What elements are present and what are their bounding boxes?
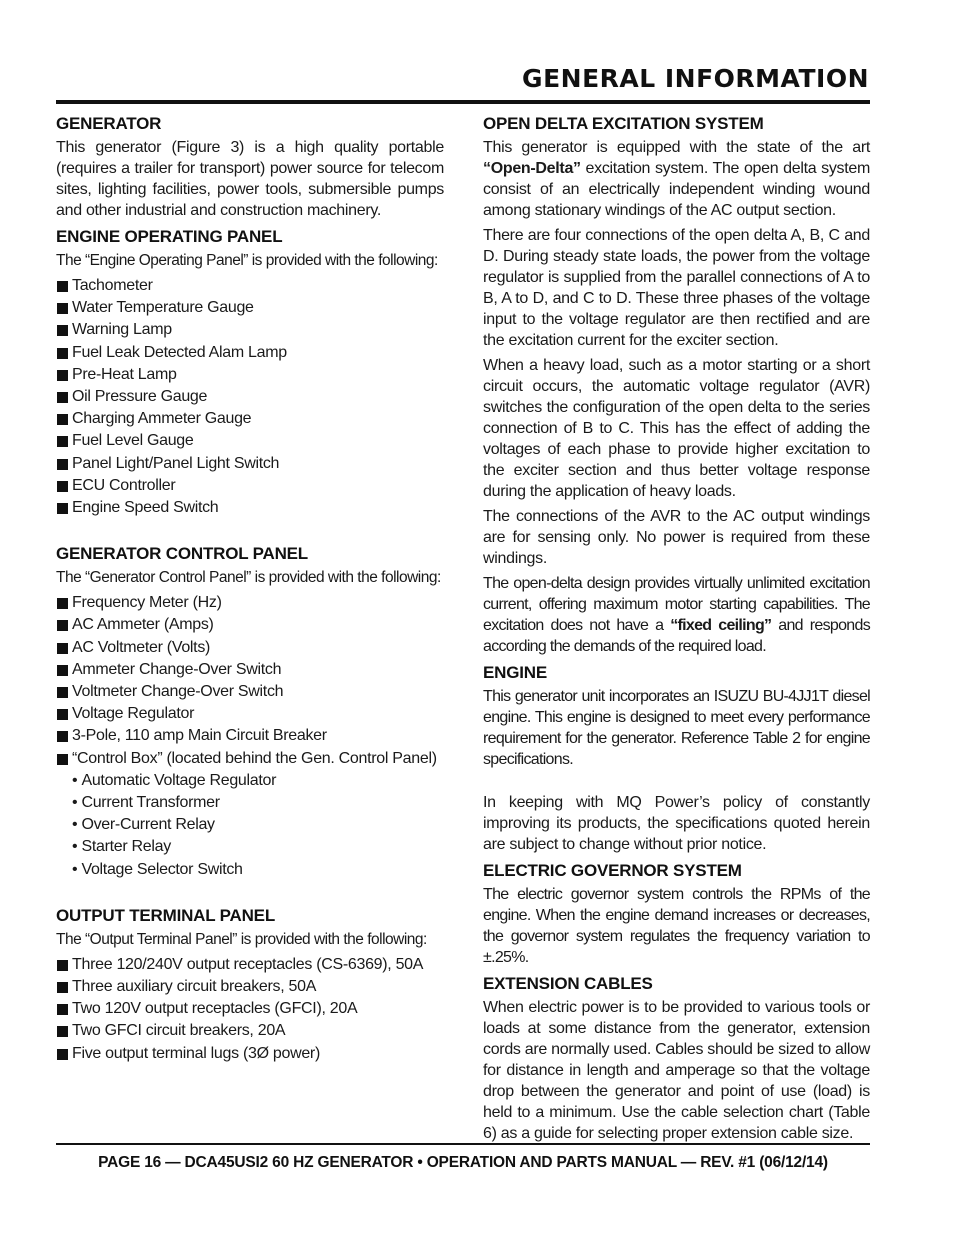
engine-panel-heading: ENGINE OPERATING PANEL xyxy=(56,227,283,246)
page-footer: PAGE 16 — DCA45USI2 60 HZ GENERATOR • OPERATION AND PARTS MANUAL — REV. #1 (06/12/14) xyxy=(98,1154,828,1171)
list-item: Tachometer xyxy=(56,275,444,297)
list-item: “Control Box” (located behind the Gen. Control Panel) xyxy=(56,748,444,770)
cables-text: When electric power is to be provided to various tools or loads at some distance from the generator, extension cords are normally used. Cables should be sized to allow for distance in length and amperage so that the voltage drop between the generator and point of use (load) is held to a minimum. Use the cable selection chart (Table 6) as a guide for selecting proper extension cable size. xyxy=(483,999,870,1142)
top-rule xyxy=(56,100,870,104)
list-item: • Voltage Selector Switch xyxy=(72,859,444,881)
list-item: Three auxiliary circuit breakers, 50A xyxy=(56,976,444,998)
list-item: Fuel Leak Detected Alam Lamp xyxy=(56,342,444,364)
list-item: Two GFCI circuit breakers, 20A xyxy=(56,1020,444,1042)
open-delta-p3: When a heavy load, such as a motor starting or a short circuit occurs, the automatic voltage regulator (AVR) switches the configuration of the open delta to the series connection of B to C. This has the effect of adding the voltages of each phase to provide higher excitation to the exciter section and thus better voltage response during the application of heavy loads. xyxy=(483,357,870,500)
list-item: Charging Ammeter Gauge xyxy=(56,408,444,430)
list-item: Warning Lamp xyxy=(56,319,444,341)
list-item: • Current Transformer xyxy=(72,792,444,814)
list-item: Two 120V output receptacles (GFCI), 20A xyxy=(56,998,444,1020)
output-panel-intro: The “Output Terminal Panel” is provided with the following: xyxy=(56,930,427,948)
open-delta-p2: There are four connections of the open delta A, B, C and D. During steady state loads, the power from the voltage regulator is supplied from the parallel connections of A to B, A to D, and C to D. These three phases of the voltage input to the voltage regulator are then rectified and are the excitation current for the exciter section. xyxy=(483,227,870,349)
list-item: Oil Pressure Gauge xyxy=(56,386,444,408)
list-item: ECU Controller xyxy=(56,475,444,497)
gen-control-panel-heading: GENERATOR CONTROL PANEL xyxy=(56,544,308,564)
list-item: Pre-Heat Lamp xyxy=(56,364,444,386)
governor-heading: ELECTRIC GOVERNOR SYSTEM xyxy=(483,861,742,880)
list-item: Panel Light/Panel Light Switch xyxy=(56,453,444,475)
open-delta-p4: The connections of the AVR to the AC output windings are for sensing only. No power is required from these windings. xyxy=(483,508,870,567)
open-delta-p1: This generator is equipped with the state of the art “Open-Delta” excitation system. The open delta system consist of an electrically independent winding wound among stationary windings of the AC output section. xyxy=(483,139,870,219)
open-delta-heading: OPEN DELTA EXCITATION SYSTEM xyxy=(483,114,764,133)
open-delta-p5: The open-delta design provides virtually unlimited excitation current, offering maximum motor starting capabilities. The excitation does not have a “fixed ceiling” and responds according the demands of the required load. xyxy=(483,575,870,655)
list-item: Fuel Level Gauge xyxy=(56,430,444,452)
list-item: Engine Speed Switch xyxy=(56,497,444,519)
gen-control-panel-intro: The “Generator Control Panel” is provided with the following: xyxy=(56,569,441,587)
cables-heading: EXTENSION CABLES xyxy=(483,974,653,993)
list-item: Water Temperature Gauge xyxy=(56,297,444,319)
engine-heading: ENGINE xyxy=(483,663,547,682)
left-column xyxy=(56,114,444,1065)
generator-text: This generator (Figure 3) is a high quality portable (requires a trailer for transport) power source for telecom sites, lighting facilities, power tools, submersible pumps and other industrial and construction machinery. xyxy=(56,139,444,219)
governor-text: The electric governor system controls the RPMs of the engine. When the engine demand increases or decreases, the governor system regulates the frequency variation to ±.25%. xyxy=(483,886,870,966)
list-item: Ammeter Change-Over Switch xyxy=(56,659,444,681)
list-item: • Over-Current Relay xyxy=(72,814,444,836)
right-column xyxy=(483,114,870,1148)
engine-panel-intro: The “Engine Operating Panel” is provided with the following: xyxy=(56,252,438,269)
output-panel-heading: OUTPUT TERMINAL PANEL xyxy=(56,905,275,925)
output-panel-list xyxy=(56,954,444,1065)
page-title: GENERAL INFORMATION xyxy=(522,64,869,93)
list-item: AC Voltmeter (Volts) xyxy=(56,637,444,659)
engine-p2: In keeping with MQ Power’s policy of constantly improving its products, the specifications quoted herein are subject to change without prior notice. xyxy=(483,794,870,853)
control-box-sublist xyxy=(56,770,444,881)
list-item: Frequency Meter (Hz) xyxy=(56,592,444,614)
engine-p1: This generator unit incorporates an ISUZU BU-4JJ1T diesel engine. This engine is designed to meet every performance requirement for the generator. Reference Table 2 for engine specifications. xyxy=(483,688,870,768)
list-item: 3-Pole, 110 amp Main Circuit Breaker xyxy=(56,725,444,747)
list-item: • Starter Relay xyxy=(72,836,444,858)
list-item: AC Ammeter (Amps) xyxy=(56,614,444,636)
list-item: Five output terminal lugs (3Ø power) xyxy=(56,1043,444,1065)
gen-control-panel-list xyxy=(56,592,444,770)
generator-heading: GENERATOR xyxy=(56,114,162,133)
list-item: Voltmeter Change-Over Switch xyxy=(56,681,444,703)
bottom-rule xyxy=(56,1143,870,1145)
list-item: Voltage Regulator xyxy=(56,703,444,725)
engine-panel-list xyxy=(56,275,444,519)
list-item: Three 120/240V output receptacles (CS-6369), 50A xyxy=(56,954,444,976)
list-item: • Automatic Voltage Regulator xyxy=(72,770,444,792)
